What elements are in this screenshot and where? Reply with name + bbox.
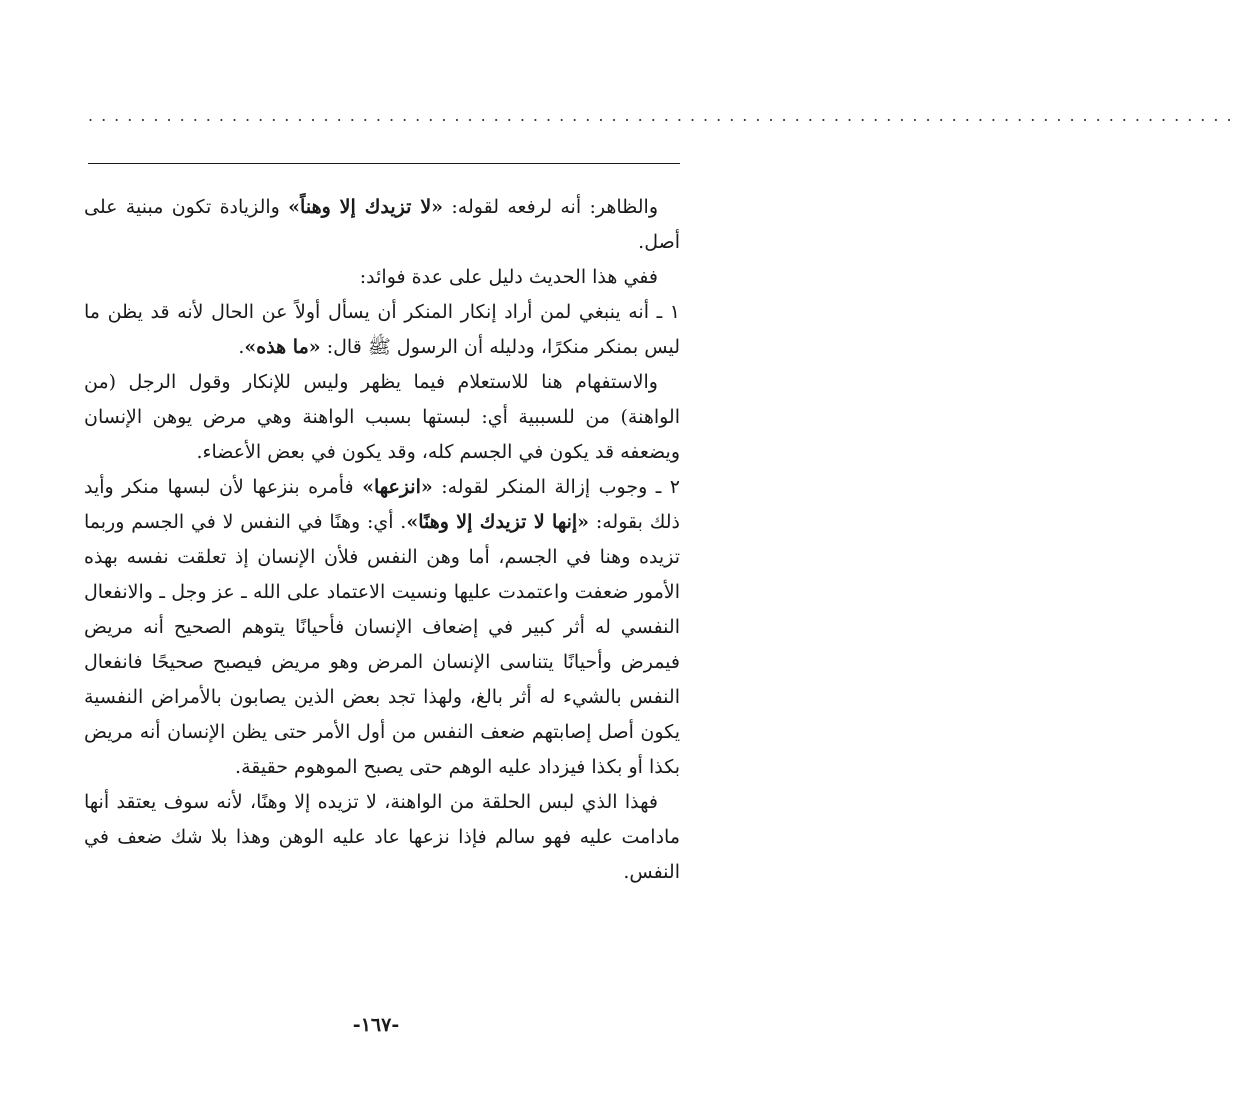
paragraph-2	[84, 260, 680, 295]
page-body	[84, 190, 680, 890]
paragraph-4	[84, 365, 680, 470]
header-divider	[88, 163, 680, 164]
hadith-quote: «ما هذه»	[244, 336, 321, 358]
hadith-quote: «لا تزيدك إلا وهناً»	[288, 196, 444, 218]
paragraph-2-text: ففي هذا الحديث دليل على عدة فوائد:	[359, 266, 658, 288]
paragraph-3	[84, 295, 680, 365]
paragraph-5-text-b: فأمره بنزعها لأن لبسها منكر وأيد ذلك بقوله:	[84, 476, 680, 533]
paragraph-1-text-a: والظاهر: أنه لرفعه لقوله:	[443, 196, 658, 218]
paragraph-5	[84, 470, 680, 785]
paragraph-1-text-b: والزيادة تكون مبنية على أصل.	[84, 196, 680, 253]
header-dotted-line: ........................................................................................	[88, 106, 1240, 125]
hadith-quote: «إنها لا تزيدك إلا وهنًا»	[406, 511, 590, 533]
paragraph-3-text-a: ١ ـ أنه ينبغي لمن أراد إنكار المنكر أن يسأل أولاً عن الحال لأنه قد يظن ما ليس بمنكر منكرًا، ودليله أن الرسول ﷺ قال:	[84, 301, 680, 358]
page-number: -١٦٧-	[352, 1014, 400, 1036]
paragraph-6	[84, 785, 680, 890]
paragraph-3-text-b: .	[238, 336, 245, 358]
paragraph-4-text: والاستفهام هنا للاستعلام فيما يظهر وليس للإنكار وقول الرجل (من الواهنة) من للسببية أي: لبستها بسبب الواهنة وهي مرض يوهن الإنسان ويضعفه قد يكون في الجسم كله، وقد يكون في بعض الأعضاء.	[84, 371, 680, 463]
paragraph-6-text: فهذا الذي لبس الحلقة من الواهنة، لا تزيده إلا وهنًا، لأنه سوف يعتقد أنها مادامت عليه فهو سالم فإذا نزعها عاد عليه الوهن وهذا بلا شك ضعف في النفس.	[84, 791, 680, 883]
paragraph-5-text-c: . أي: وهنًا في النفس لا في الجسم وربما تزيده وهنا في الجسم، أما وهن النفس فلأن الإنسان إذ تعلقت نفسه بهذه الأمور ضعفت واعتمدت عليها ونسيت الاعتماد على الله ـ عز وجل ـ والانفعال النفسي له أثر كبير في إضعاف الإنسان فأحيانًا يتوهم الصحيح أنه مريض فيمرض وأحيانًا يتناسى الإنسان المرض وهو مريض فيصبح صحيحًا فانفعال النفس بالشيء له أثر بالغ، ولهذا تجد بعض الذين يصابون بالأمراض النفسية يكون أصل إصابتهم ضعف النفس من أول الأمر حتى يظن الإنسان أنه مريض بكذا أو بكذا فيزداد عليه الوهم حتى يصبح الموهوم حقيقة.	[84, 511, 680, 778]
paragraph-5-text-a: ٢ ـ وجوب إزالة المنكر لقوله:	[432, 476, 680, 498]
paragraph-1	[84, 190, 680, 260]
hadith-quote: «انزعها»	[362, 476, 433, 498]
